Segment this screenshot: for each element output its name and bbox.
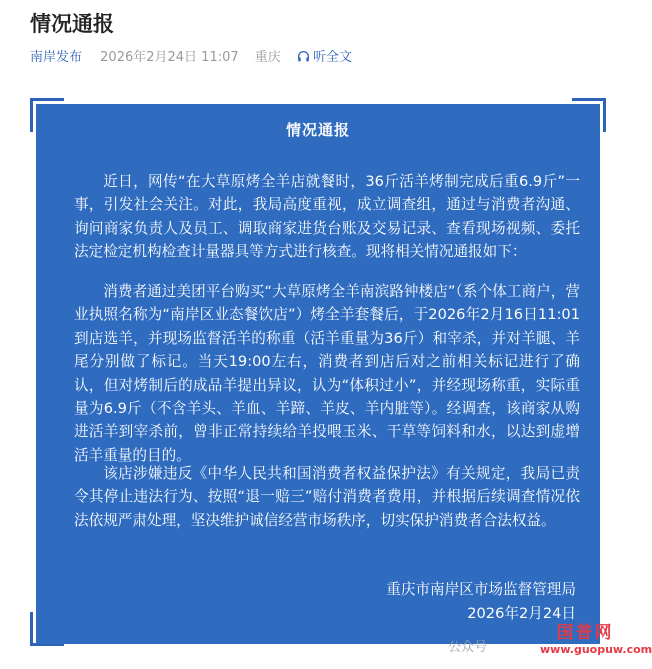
notice-paragraph-3: 该店涉嫌违反《中华人民共和国消费者权益保护法》有关规定，我局已责令其停止违法行为、按照“退一赔三”赔付消费者费用，并根据后续调查情况依法依规严肃处理，坚决维护诚信经营市场秩序，切实保护消费者合法权益。 [74, 465, 580, 529]
site-watermark [540, 618, 652, 656]
publish-date: 2026年2月24日 11:07 [100, 50, 239, 65]
notice-paragraph-1: 近日，网传“在大草原烤全羊店就餐时，36斤活羊烤制完成后重6.9斤”一事，引发社会关注。对此，我局高度重视，成立调查组，通过与消费者沟通、询问商家负责人及员工、调取商家进货台账及交易记录、查看现场视频、委托法定检定机构检查计量器具等方式进行核查。现将相关情况通报如下： [74, 173, 580, 261]
notice-paragraph-2: 消费者通过美团平台购买“大草原烤全羊南滨路钟楼店”（系个体工商户，营业执照名称为“南岸区业态餐饮店”）烤全羊套餐后，于2026年2月16日11:01到店选羊，并现场监督活羊的称重（活羊重量为36斤）和宰杀，并对羊腿、羊尾分别做了标记。当天19:00左右，消费者到店后对之前相关标记进行了确认，但对烤制后的成品羊提出异议，认为“体积过小”，并经现场称重，实际重量为6.9斤（不含羊头、羊血、羊蹄、羊皮、羊内脏等）。经调查，该商家从购进活羊到宰杀前，曾非正常持续给羊投喂玉米、干草等饲料和水，以达到虚增活羊重量的目的。 [74, 283, 580, 464]
notice-title: 情况通报 [285, 121, 350, 139]
region-label: 重庆 [254, 50, 281, 65]
headphones-icon [297, 50, 310, 63]
wechat-watermark: 公众号 [448, 640, 488, 655]
notice-panel [36, 104, 600, 644]
listen-button[interactable] [297, 46, 352, 65]
signature-date: 2026年2月24日 [467, 605, 576, 622]
site-logo: 国普网 [556, 623, 614, 643]
signature-org: 重庆市南岸区市场监督管理局 [386, 581, 576, 598]
article-meta [30, 46, 352, 65]
site-url: www.guopuw.com [540, 643, 652, 656]
listen-label: 听全文 [312, 50, 352, 65]
source-link[interactable]: 南岸发布 [30, 50, 83, 65]
page-title: 情况通报 [30, 12, 114, 36]
